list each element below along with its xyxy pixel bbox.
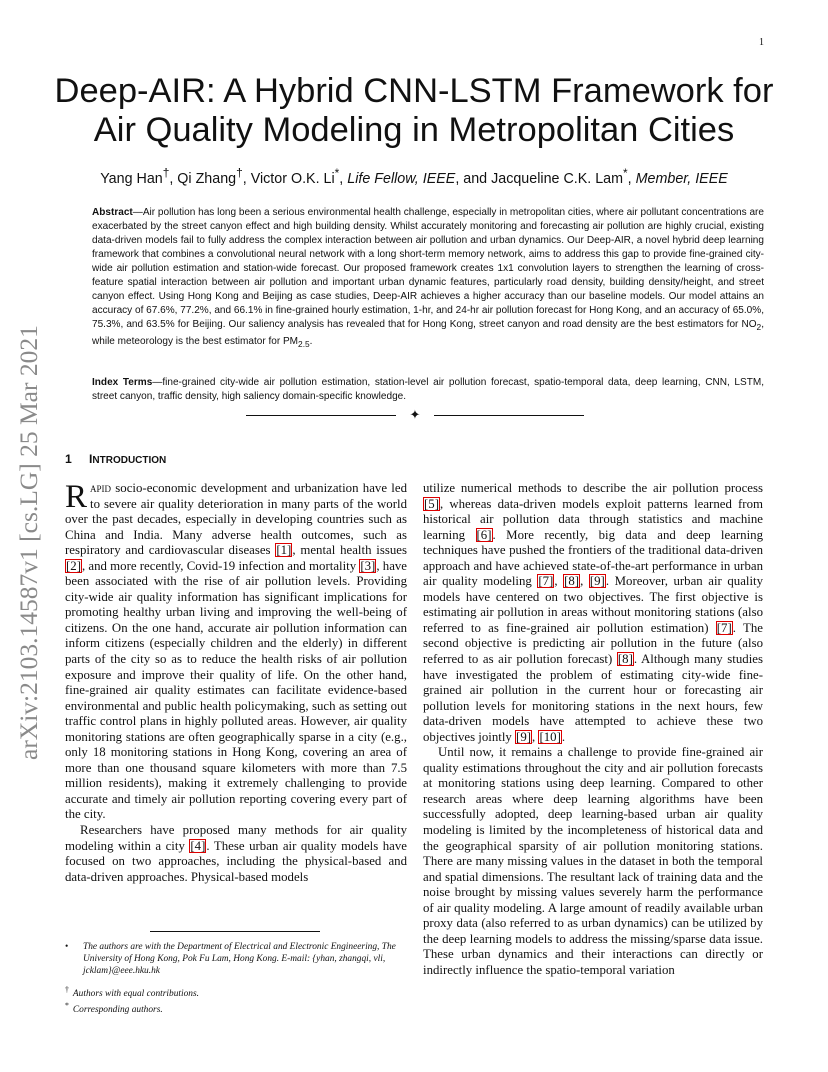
body-column-left bbox=[65, 481, 407, 885]
citation-link[interactable]: [8] bbox=[564, 574, 580, 589]
paragraph: Rapid socio-economic development and urbanization have led to severe air quality deterioration in many parts of the world over the past decades, especially in developing countries such as China and India. Many adverse health outcomes, such as respiratory and cardiovascular diseases [1], mental health issues [2], and more recently, Covid-19 infection and mortality [3], have been associated with the rise of air pollution levels. Providing city-wide air quality information has significant implications for promoting healthy urban living and improving the well-being of citizens. On the one hand, accurate air pollution information can inform citizens (especially children and the elderly) in different parts of the city so as to reduce the health risks of air pollution exposure and improve their quality of life. On the other hand, fine-grained air quality estimates can facilitate evidence-based environmental and public health policymaking, such as setting out traffic control plans in highly polluted areas. However, air quality monitoring stations are often geographically sparse in a city (e.g., only 18 monitoring stations in Hong Kong, covering an area of more than one thousand square kilometers with more than 7.5 million residents), making it extremely challenging to provide accurate and timely air pollution reporting covering every part of the city. bbox=[65, 479, 408, 822]
index-terms-label: Index Terms bbox=[92, 377, 153, 388]
author-name: Jacqueline C.K. Lam bbox=[491, 170, 624, 187]
abstract: Abstract—Air pollution has long been a serious environmental health challenge, especially in metropolitan cities, where air pollutant concentrations are exacerbated by the street canyon effect and high building density. Whilst accurately monitoring and forecasting air pollution are highly crucial, existing data-driven models fail to fully address the complex interaction between air pollution and urban dynamics. Our Deep-AIR, a novel hybrid deep learning framework that combines a convolutional neural network with a long short-term memory network, aims to address this gap to provide fine-grained city-wide air pollution estimation and station-wide forecast. Our proposed framework creates 1x1 convolution layers to strengthen the learning of cross-feature spatial interaction between air pollution and important urban dynamic features, particularly road density, building density/height, and street canyon effect. Using Hong Kong and Beijing as case studies, Deep-AIR achieves a higher accuracy than our baseline models. Our model attains an accuracy of 67.6%, 77.2%, and 66.1% in fine-grained hourly estimation, 1-hr, and 24-hr air pollution forecast for Hong Kong, and an accuracy of 65.0%, 75.3%, and 63.5% for Beijing. Our saliency analysis has revealed that for Hong Kong, street canyon and road density are the best estimators for $NO_2$, while meteorology is the best estimator for $PM_{2.5}$. bbox=[92, 207, 764, 349]
citation-link[interactable]: [1] bbox=[276, 543, 292, 558]
divider-line-left bbox=[246, 415, 396, 416]
title-line-1: Deep-AIR: A Hybrid CNN-LSTM Framework for bbox=[54, 72, 774, 110]
citation-link[interactable]: [7] bbox=[538, 574, 554, 589]
author-name: Yang Han bbox=[100, 170, 163, 187]
citation-link[interactable]: [3] bbox=[360, 558, 376, 573]
footnote-rule bbox=[150, 931, 320, 932]
citation-link[interactable]: [10] bbox=[539, 729, 561, 744]
index-terms: Index Terms—fine-grained city-wide air pollution estimation, station-level air pollution forecast, spatio-temporal data, deep learning, CNN, LSTM, street canyon, traffic density, high saliency domain-specific knowledge. bbox=[92, 377, 764, 402]
footnote-corresponding: * Corresponding authors. bbox=[65, 1000, 163, 1016]
divider-line-right bbox=[434, 415, 584, 416]
author-mark: † bbox=[236, 166, 243, 180]
body-column-right bbox=[423, 481, 763, 979]
index-terms-text: fine-grained city-wide air pollution estimation, station-level air pollution forecast, spatio-temporal data, deep learning, CNN, LSTM, street canyon, traffic density, high saliency domain-specific knowledge. bbox=[92, 377, 764, 402]
abstract-label: Abstract bbox=[92, 207, 133, 218]
bullet-icon: • bbox=[65, 942, 69, 952]
paragraph: Until now, it remains a challenge to provide fine-grained air quality estimations throughout the city and air pollution forecasts at monitoring stations using deep learning. Compared to other research areas where deep learning algorithms have been successfully adopted, deep learning-based urban air quality modeling is limited by the incompleteness of historical data and the geographical sparsity of air pollution monitoring stations. There are many missing values in the dataset in both the temporal and spatial dimensions. The resultant lack of training data and the noise brought by missing values severely harm the performance of air quality modeling. A large amount of readily available urban proxy data (also referred to as urban dynamics) can be utilized by the deep learning models to address the missing/sparse data issue. These urban dynamics and their interactions can directly or indirectly influence the spatio-temporal variation bbox=[423, 745, 763, 977]
title-line-2: Air Quality Modeling in Metropolitan Cities bbox=[93, 111, 735, 149]
citation-link[interactable]: [9] bbox=[516, 729, 532, 744]
drop-cap: R bbox=[65, 479, 88, 515]
section-heading: 1 INTRODUCTION bbox=[65, 452, 167, 466]
citation-link[interactable]: [5] bbox=[424, 496, 439, 511]
author-title: Member, IEEE bbox=[635, 170, 728, 187]
paper-title bbox=[40, 72, 788, 150]
section-number: 1 bbox=[65, 452, 72, 466]
author-mark: * bbox=[334, 166, 340, 180]
paragraph: utilize numerical methods to describe the air pollution process [5], whereas data-driven models exploit patterns learned from historical air pollution data through statistics and machine learning [6]. More recently, big data and deep learning techniques have pushed the frontiers of the traditional data-driven approach and have achieved state-of-the-art performance in urban air quality modeling [7], [8], [9]. Moreover, urban air quality models have centered on two objectives. The first objective is estimating air pollution in areas without monitoring stations (also referred to as fine-grained air pollution estimation) [7]. The second objective is predicting air pollution in the future (also referred to as air pollution forecast) [8]. Although many studies have investigated the problem of estimating city-wide fine-grained air pollution in the current hour or forecasting air pollution levels for monitoring stations in the next hours, few data-driven models have attempted to achieve these two objectives jointly [9], [10]. bbox=[423, 481, 764, 744]
footnote-affiliation: • The authors are with the Department of Electrical and Electronic Engineering, The University of Hong Kong, Pok Fu Lam, Hong Kong. E-mail: {yhan, zhangqi, vli, jcklam}@eee.hku.hk bbox=[65, 942, 396, 977]
footnotes bbox=[65, 941, 407, 1016]
author-title: Life Fellow, IEEE bbox=[347, 170, 456, 187]
divider-star-icon: ✦ bbox=[409, 407, 421, 422]
author-list: Yang Han†, Qi Zhang†, Victor O.K. Li*, Life Fellow, IEEE, and Jacqueline C.K. Lam*, Member, IEEE bbox=[100, 166, 728, 187]
abstract-text: Air pollution has long been a serious environmental health challenge, especially in metropolitan cities, where air pollutant concentrations are exacerbated by the street canyon effect and high building density. Whilst accurately monitoring and forecasting air pollution are highly crucial, existing data-driven models fail to fully address the complex interaction between air pollution and urban dynamics. Our Deep-AIR, a novel hybrid deep learning framework that combines a convolutional neural network with a long short-term memory network, aims to address this gap to provide fine-grained city-wide air pollution estimation and station-wide forecast. Our proposed framework creates 1x1 convolution layers to strengthen the learning of cross-feature spatial interaction between air pollution and important urban dynamic features, particularly road density, building density/height, and street canyon effect. Using Hong Kong and Beijing as case studies, Deep-AIR achieves a higher accuracy than our baseline models. Our model attains an accuracy of 67.6%, 77.2%, and 66.1% in fine-grained hourly estimation, 1-hr, and 24-hr air pollution forecast for Hong Kong, and an accuracy of 65.0%, 75.3%, and 63.5% for Beijing. Our saliency analysis has revealed that for Hong Kong, street canyon and road density are the best estimators for NO bbox=[92, 207, 764, 330]
author-name: Qi Zhang bbox=[177, 170, 237, 187]
citation-link[interactable]: [7] bbox=[716, 620, 732, 635]
citation-link[interactable]: [9] bbox=[589, 574, 605, 589]
page-number: 1 bbox=[759, 37, 764, 48]
author-mark: * bbox=[623, 166, 628, 180]
footnote-equal-contribution: † Authors with equal contributions. bbox=[65, 984, 199, 999]
paragraph: Researchers have proposed many methods for air quality modeling within a city [4]. These urban air quality models have focused on two approaches, including the physical-based and data-driven approaches. Physical-based models bbox=[65, 823, 407, 884]
citation-link[interactable]: [2] bbox=[66, 558, 81, 573]
citation-link[interactable]: [8] bbox=[617, 652, 633, 667]
citation-link[interactable]: [6] bbox=[476, 527, 492, 542]
author-mark: † bbox=[162, 166, 170, 180]
citation-link[interactable]: [4] bbox=[190, 838, 206, 853]
author-name: Victor O.K. Li bbox=[250, 170, 335, 187]
arxiv-identifier-stamp[interactable]: arXiv:2103.14587v1 [cs.LG] 25 Mar 2021 bbox=[14, 325, 43, 760]
section-divider bbox=[246, 407, 584, 422]
